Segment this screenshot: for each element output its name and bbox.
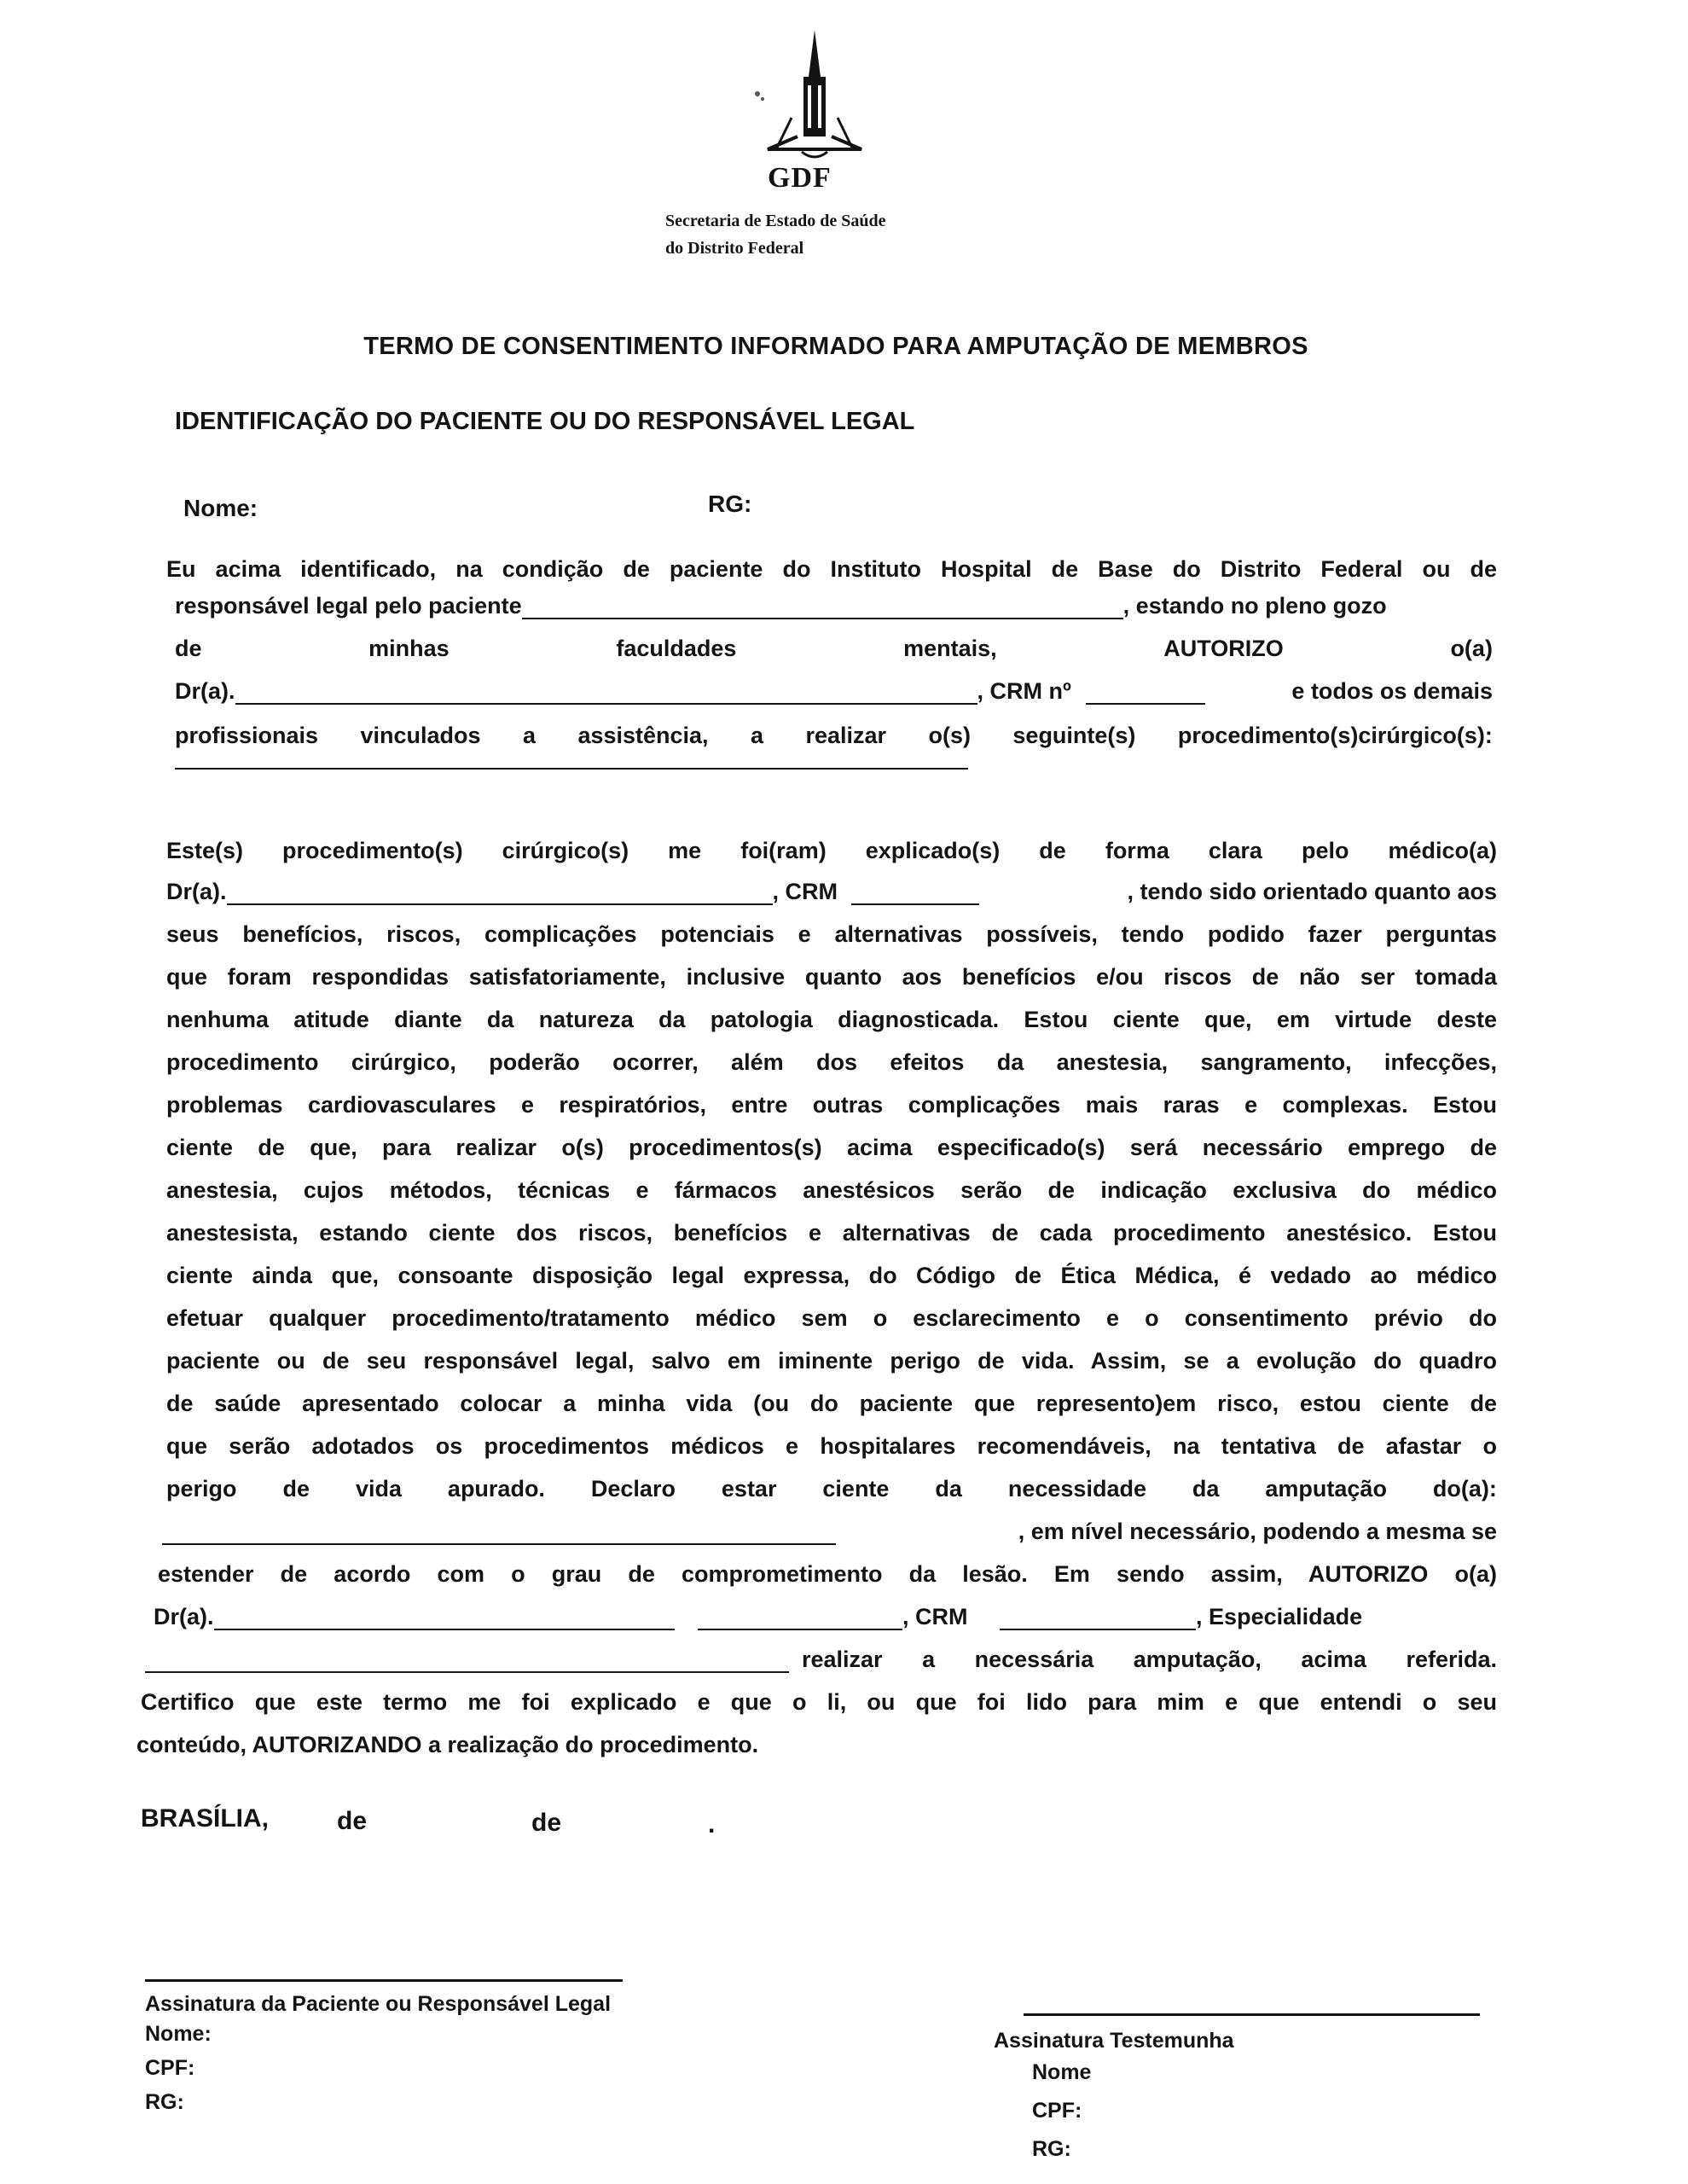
para2-line: que serão adotados os procedimentos médicos e hospitalares recomendáveis, na tentativa de afastar o <box>166 1433 1497 1459</box>
para1-line4 <box>175 678 1493 705</box>
para1-line2 <box>175 593 1493 619</box>
para2-word: da <box>935 1476 962 1502</box>
date-city: BRASÍLIA, <box>141 1804 269 1833</box>
para1-word: o(s) <box>928 723 971 748</box>
org-short-name: GDF <box>768 162 832 194</box>
para2-line: efetuar qualquer procedimento/tratamento médico sem o esclarecimento e o consentimento prévio do <box>166 1305 1497 1331</box>
para2-line2-end: , tendo sido orientado quanto aos <box>1127 879 1497 904</box>
para1-line2-text-b: , estando no pleno gozo <box>1122 593 1387 619</box>
witness-name-label: Nome <box>1032 2060 1092 2084</box>
para2-line: que foram respondidas satisfatoriamente, inclusive quanto aos benefícios e/ou riscos de não ser tomada <box>166 964 1497 990</box>
para2-line: procedimento cirúrgico, poderão ocorrer, além dos efeitos da anestesia, sangramento, infecções, <box>166 1049 1497 1075</box>
org-name-line2: do Distrito Federal <box>665 239 804 258</box>
crm-label: , CRM <box>902 1604 968 1629</box>
para2-line: de saúde apresentado colocar a minha vida (ou do paciente que represento)em risco, estou ciente de <box>166 1391 1497 1416</box>
patient-signature-line <box>145 1979 623 1982</box>
para1-word: mentais, <box>903 636 997 661</box>
para1-word: vinculados <box>360 723 481 748</box>
para2-word: vida <box>355 1476 402 1502</box>
witness-signature-line <box>1024 2013 1480 2016</box>
para1-line2-text-a: responsável legal pelo paciente <box>175 593 522 619</box>
doctor-name-blank <box>214 1629 675 1630</box>
dr-label: Dr(a). <box>166 879 227 904</box>
para2-word: estar <box>721 1476 777 1502</box>
doctor-name-blank-2 <box>698 1629 902 1630</box>
specialty-blank <box>145 1671 789 1673</box>
patient-rg-label: RG: <box>145 2090 184 2114</box>
para1-word: de <box>175 636 202 661</box>
org-name-line1: Secretaria de Estado de Saúde <box>665 212 886 230</box>
para1-line3 <box>175 636 1493 662</box>
specialty-label: , Especialidade <box>1196 1604 1363 1629</box>
para2-line17-text: , em nível necessário, podendo a mesma se <box>1018 1519 1497 1544</box>
para2-line1: Este(s) procedimento(s) cirúrgico(s) me foi(ram) explicado(s) de forma clara pelo médico(a) <box>166 838 1497 863</box>
para2-line: ciente de que, para realizar o(s) procedimentos(s) acima especificado(s) será necessário emprego de <box>166 1135 1497 1160</box>
dr-label: Dr(a). <box>175 678 235 704</box>
para1-word: realizar <box>805 723 887 748</box>
para2-word: da <box>1192 1476 1220 1502</box>
para2-line19 <box>154 1604 1497 1630</box>
para1-word: seguinte(s) <box>1012 723 1136 748</box>
para1-word: procedimento(s)cirúrgico(s): <box>1177 723 1493 748</box>
para2-line: anestesista, estando ciente dos riscos, benefícios e alternativas de cada procedimento anestésico. Estou <box>166 1220 1497 1246</box>
procedure-blank <box>175 768 968 770</box>
para2-line: seus benefícios, riscos, complicações potenciais e alternativas possíveis, tendo podido fazer perguntas <box>166 921 1497 947</box>
para2-line17 <box>162 1519 1497 1545</box>
section-heading: IDENTIFICAÇÃO DO PACIENTE OU DO RESPONSÁVEL LEGAL <box>175 408 915 435</box>
witness-rg-label: RG: <box>1032 2137 1071 2161</box>
doctor-name-blank <box>227 903 773 905</box>
patient-name-blank <box>522 618 1123 619</box>
para1-word: o(a) <box>1450 636 1493 661</box>
gdf-logo-icon <box>751 26 879 162</box>
para2-word: apurado. <box>447 1476 545 1502</box>
para2-line: anestesia, cujos métodos, técnicas e fármacos anestésicos serão de indicação exclusiva do médico <box>166 1177 1497 1203</box>
para2-line: nenhuma atitude diante da natureza da patologia diagnosticada. Estou ciente que, em virtude deste <box>166 1007 1497 1032</box>
para1-line1: Eu acima identificado, na condição de paciente do Instituto Hospital de Base do Distrito Federal ou de <box>166 556 1497 582</box>
crm-blank <box>851 903 979 905</box>
patient-signature-title: Assinatura da Paciente ou Responsável Legal <box>145 1992 612 2016</box>
amputation-site-blank <box>162 1543 836 1545</box>
doctor-name-blank <box>235 703 977 705</box>
para2-line2 <box>166 879 1497 905</box>
date-de-1: de <box>337 1807 368 1835</box>
para1-line4-end: e todos os demais <box>1291 678 1493 704</box>
crm-blank <box>1086 703 1205 705</box>
para2-line22: conteúdo, AUTORIZANDO a realização do procedimento. <box>136 1732 759 1757</box>
para1-word: AUTORIZO <box>1163 636 1284 661</box>
para2-line: ciente ainda que, consoante disposição legal expressa, do Código de Ética Médica, é vedado ao médico <box>166 1263 1497 1288</box>
para2-word: Declaro <box>590 1476 676 1502</box>
para1-word: a <box>750 723 764 748</box>
crm-label: , CRM <box>772 879 838 904</box>
para1-word: faculdades <box>616 636 737 661</box>
para2-word: ciente <box>822 1476 890 1502</box>
para1-line5 <box>175 723 1493 749</box>
para1-word: profissionais <box>175 723 319 748</box>
para2-line: paciente ou de seu responsável legal, salvo em iminente perigo de vida. Assim, se a evolução do quadro <box>166 1348 1497 1374</box>
para2-line16 <box>166 1476 1497 1502</box>
patient-cpf-label: CPF: <box>145 2056 195 2080</box>
para2-word: necessidade <box>1007 1476 1146 1502</box>
para2-word: de <box>282 1476 310 1502</box>
para2-word: do(a): <box>1432 1476 1497 1502</box>
para2-line21: Certifico que este termo me foi explicado e que o li, ou que foi lido para mim e que entendi o seu <box>141 1689 1497 1715</box>
witness-cpf-label: CPF: <box>1032 2099 1082 2123</box>
dr-label: Dr(a). <box>154 1604 214 1629</box>
name-label: Nome: <box>183 495 258 521</box>
para2-line20-text: realizar a necessária amputação, acima referida. <box>802 1647 1497 1672</box>
para1-word: assistência, <box>577 723 709 748</box>
crm-blank <box>1000 1629 1196 1630</box>
para2-line20 <box>145 1647 1497 1673</box>
rg-label: RG: <box>708 491 752 517</box>
date-de-2: de <box>531 1809 562 1837</box>
para1-word: a <box>522 723 536 748</box>
date-period: . <box>708 1810 716 1838</box>
document-title: TERMO DE CONSENTIMENTO INFORMADO PARA AMPUTAÇÃO DE MEMBROS <box>363 333 1308 360</box>
para2-word: amputação <box>1265 1476 1387 1502</box>
witness-signature-title: Assinatura Testemunha <box>994 2029 1234 2053</box>
para1-word: minhas <box>368 636 450 661</box>
para2-word: perigo <box>166 1476 237 1502</box>
para2-line18: estender de acordo com o grau de comprometimento da lesão. Em sendo assim, AUTORIZO o(a) <box>158 1561 1497 1587</box>
crm-label: , CRM nº <box>977 678 1071 704</box>
para2-line: problemas cardiovasculares e respiratórios, entre outras complicações mais raras e complexas. Estou <box>166 1092 1497 1118</box>
patient-name-label: Nome: <box>145 2022 212 2046</box>
